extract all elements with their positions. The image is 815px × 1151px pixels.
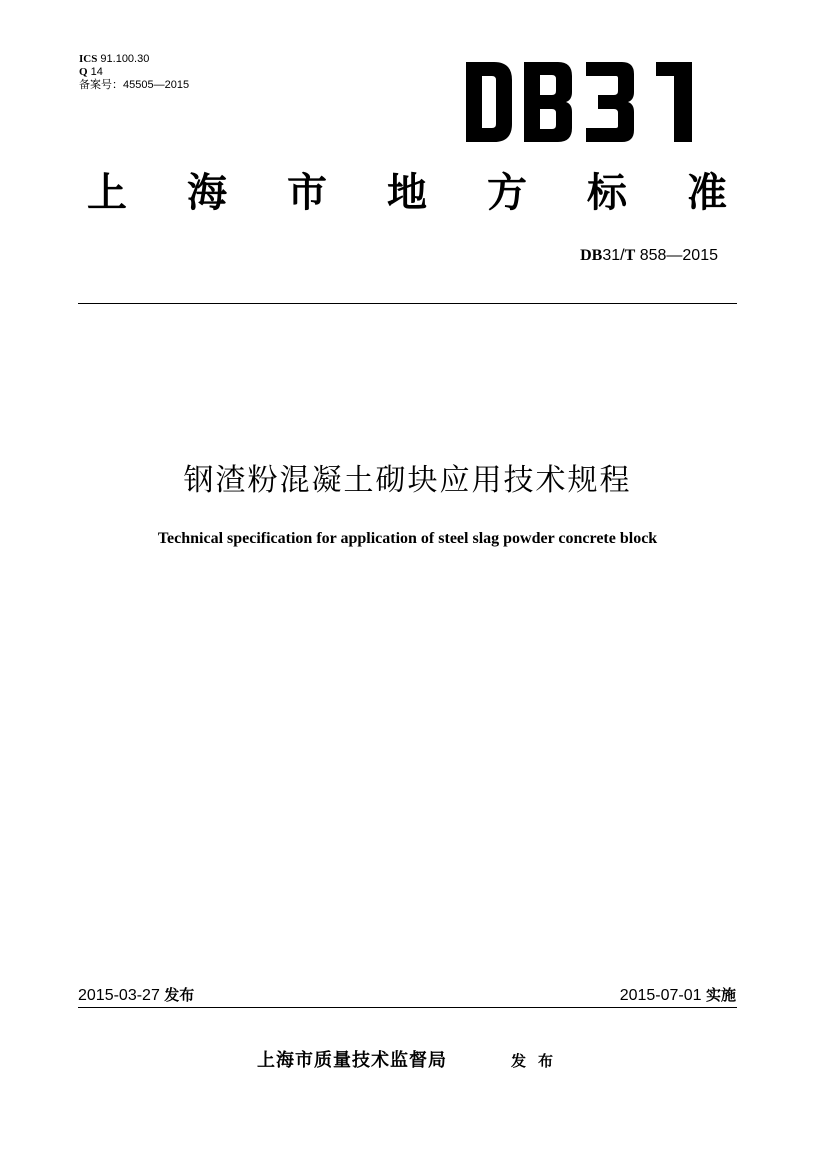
db31-logo: [466, 62, 692, 142]
standard-type-char: 方: [487, 170, 527, 216]
document-title-cn: 钢渣粉混凝土砌块应用技术规程: [183, 463, 632, 498]
standard-type-char: 市: [287, 170, 327, 216]
document-title-en: Technical specification for application of steel slag powder concrete block: [157, 530, 658, 547]
standard-type-title: [87, 168, 727, 218]
ics-line: ICS 91.100.30: [79, 53, 150, 65]
standard-type-char: 地: [387, 170, 427, 216]
top-divider: [78, 303, 737, 304]
issuing-authority: 上海市质量技术监督局: [257, 1050, 447, 1071]
metadata-block: [79, 53, 189, 92]
standard-code: DB31/T 858—2015: [580, 247, 718, 264]
standard-type-char: 标: [587, 170, 627, 216]
issue-label: 发布: [511, 1052, 566, 1070]
record-line: 备案号：45505—2015: [79, 79, 190, 91]
q-line: Q 14: [79, 66, 103, 78]
publish-date: 2015-03-27 发布: [78, 986, 195, 1004]
standard-type-char: 上: [87, 170, 127, 216]
standard-type-char: 海: [187, 170, 227, 216]
bottom-divider: [78, 1007, 737, 1008]
standard-type-char: 准: [687, 170, 727, 216]
implement-date: 2015-07-01 实施: [619, 986, 736, 1004]
